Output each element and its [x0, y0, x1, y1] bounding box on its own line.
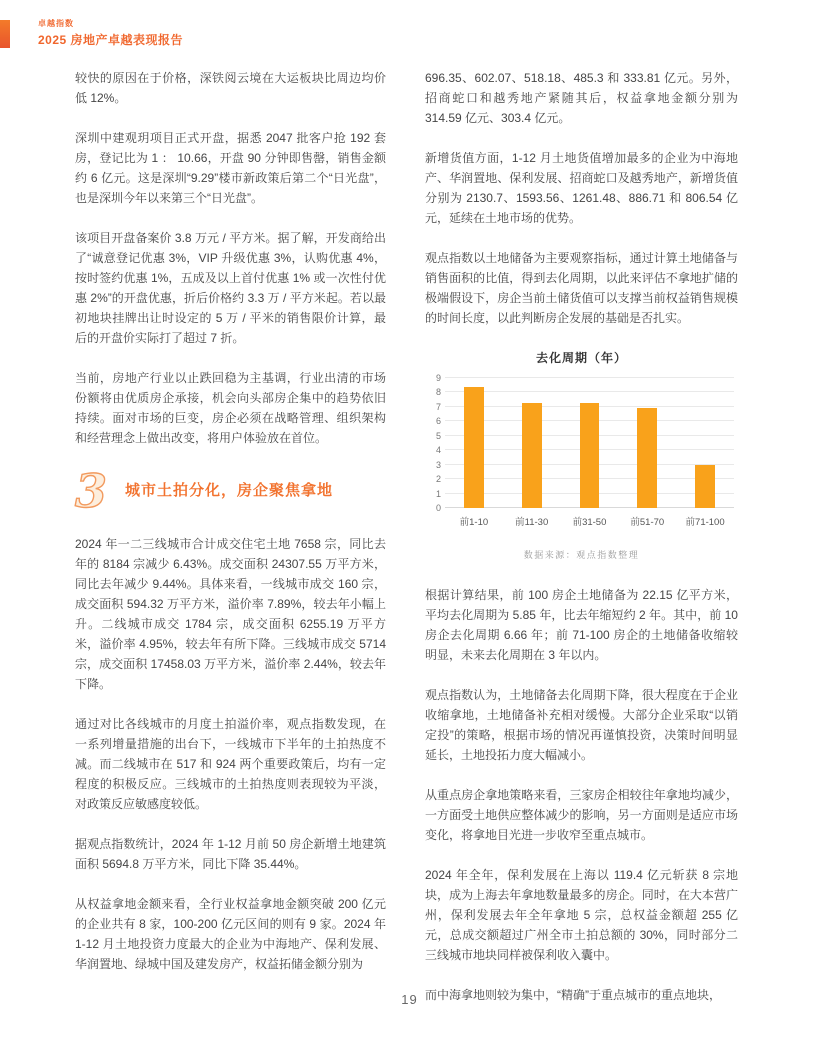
left-paragraphs-bottom — [75, 534, 386, 974]
section-title: 城市土拍分化，房企聚焦拿地 — [125, 482, 334, 499]
paragraph: 696.35、602.07、518.18、485.3 和 333.81 亿元。另外，招商蛇口和越秀地产紧随其后，权益拿地金额分别为 314.59 亿元、303.4 亿元。 — [425, 71, 738, 125]
chart-plot-area — [435, 373, 734, 513]
bar-cell — [561, 378, 619, 508]
x-axis-label: 前71-100 — [685, 517, 725, 528]
y-axis-tick: 8 — [435, 387, 441, 398]
chart-x-axis — [445, 513, 734, 533]
section-heading — [75, 464, 386, 518]
y-axis-tick: 5 — [435, 430, 441, 441]
x-axis-label: 前51-70 — [630, 517, 665, 528]
paragraph: 2024 年全年，保利发展在上海以 119.4 亿元斩获 8 宗地块，成为上海去年拿地数量最多的房企。同时，在大本营广州，保利发展去年全年拿地 5 宗，总权益金额超 255 亿元，总成交额超过广州全市土拍总额的 30%，同时部分二三线城市地块同样被保利收入囊中。 — [425, 868, 738, 962]
bar-cell — [445, 378, 503, 508]
right-paragraphs-after-chart — [425, 585, 738, 1005]
paragraph: 观点指数认为，土地储备去化周期下降，很大程度在于企业收缩拿地，土地储备补充相对缓慢。大部分企业采取“以销定投”的策略，根据市场的情况再谨慎投资，决策时间明显延长，土地投拓力度大幅减小。 — [425, 688, 738, 762]
report-title: 2025 房地产卓越表现报告 — [38, 33, 184, 47]
destocking-period-chart — [425, 348, 738, 565]
bar-cell — [503, 378, 561, 508]
paragraph: 观点指数以土地储备为主要观察指标，通过计算土地储备与销售面积的比值，得到去化周期，以此来评估不拿地扩储的极端假设下，房企当前土储货值可以支撑当前权益销售规模的时间长度，以此判断房企发展的基础是否扎实。 — [425, 251, 738, 325]
bar-cell — [676, 378, 734, 508]
paragraph: 通过对比各线城市的月度土拍溢价率，观点指数发现，在一系列增量措施的出台下，一线城市下半年的土拍热度不减。而二线城市在 517 和 924 两个重要政策后，均有一定程度的积极反应。三线城市的土拍热度则表现较为平淡，对政策反应敏感度较低。 — [75, 717, 386, 811]
paragraph: 深圳中建观玥项目正式开盘，据悉 2047 批客户抢 192 套房，登记比为 1 ： 10.66，开盘 90 分钟即售罄，销售金额约 6 亿元。这是深圳“9.29”楼市新政策后第二个“日光盘”，也是深圳今年以来第三个“日光盘”。 — [75, 131, 386, 205]
chart-title: 去化周期（年） — [535, 351, 627, 365]
y-axis-tick: 7 — [435, 401, 441, 412]
bar-前71-100 — [695, 465, 715, 508]
y-axis-tick: 0 — [435, 503, 441, 513]
section-number: 3 — [75, 464, 108, 518]
brand-block — [38, 18, 183, 48]
paragraph: 从权益拿地金额来看，全行业权益拿地金额突破 200 亿元的企业共有 8 家，100-200 亿元区间的则有 9 家。2024 年 1-12 月土地投资力度最大的企业为中海地产、保利发展、华润置地、绿城中国及建发房产，权益拓储金额分别为 — [75, 897, 386, 971]
left-column — [75, 68, 386, 994]
x-axis-label: 前11-30 — [515, 517, 549, 528]
y-axis-tick: 6 — [435, 416, 441, 427]
y-axis-tick: 1 — [435, 488, 441, 499]
y-axis-tick: 3 — [435, 459, 441, 470]
paragraph: 该项目开盘备案价 3.8 万元 / 平方米。据了解，开发商给出了“诚意登记优惠 3%，VIP 升级优惠 3%，认购优惠 4%，按时签约优惠 1%，五成及以上首付优惠 1% 或一次性付优惠 2%”的开盘优惠，折后价格约 3.3 万 / 平方米起。若以最初地块挂牌出让时设定的 5 万 / 平米的销售限价计算，最后的开盘价实际打了超过 7 折。 — [75, 231, 386, 345]
y-axis-tick: 9 — [435, 373, 441, 383]
x-axis-label: 前31-50 — [572, 517, 607, 528]
paragraph: 据观点指数统计，2024 年 1-12 月前 50 房企新增土地建筑面积 5694.8 万平方米，同比下降 35.44%。 — [75, 837, 386, 871]
paragraph: 2024 年一二三线城市合计成交住宅土地 7658 宗，同比去年的 8184 宗减少 6.43%。成交面积 24307.55 万平方米，同比去年减少 9.44%。具体来看，一线城市成交 160 宗，成交面积 594.32 万平方米，溢价率 7.89%，较去年小幅上升。二线城市成交 1784 宗，成交面积 6255.19 万平方米，溢价率 4.95%，较去年有所下降。三线城市成交 5714 宗，成交面积 17458.03 万平方米，溢价率 2.44%，较去年下降。 — [75, 537, 386, 691]
x-axis-label: 前1-10 — [459, 517, 489, 528]
y-axis-tick: 4 — [435, 445, 441, 456]
paragraph: 根据计算结果，前 100 房企土地储备为 22.15 亿平方米，平均去化周期为 5.85 年，比去年缩短约 2 年。其中，前 10 房企去化周期 6.66 年；前 71-100 房企的土地储备收缩较明显，未来去化周期在 3 年以内。 — [425, 588, 738, 662]
bar-前11-30 — [522, 403, 542, 508]
left-paragraphs-top — [75, 68, 386, 448]
brand-accent-bar — [0, 20, 10, 48]
bar-前31-50 — [580, 403, 600, 508]
paragraph: 从重点房企拿地策略来看，三家房企相较往年拿地均减少，一方面受土地供应整体减少的影响，另一方面则是适应市场变化，将拿地目光进一步收窄至重点城市。 — [425, 788, 738, 842]
y-axis-tick: 2 — [435, 474, 441, 485]
bar-前1-10 — [464, 387, 484, 508]
chart-source-note: 数据来源：观点指数整理 — [523, 550, 640, 560]
paragraph: 新增货值方面，1-12 月土地货值增加最多的企业为中海地产、华润置地、保利发展、招商蛇口及越秀地产，新增货值分别为 2130.7、1593.56、1261.48、886.71 和 806.54 亿元，延续在土地市场的优势。 — [425, 151, 738, 225]
right-column — [425, 68, 738, 1025]
paragraph: 较快的原因在于价格，深铁阅云境在大运板块比周边均价低 12%。 — [75, 71, 386, 105]
right-paragraphs-before-chart — [425, 68, 738, 328]
brand-small-label: 卓越指数 — [38, 19, 74, 28]
paragraph: 当前，房地产行业以止跌回稳为主基调，行业出清的市场份额将由优质房企承接，机会向头部房企集中的趋势依旧持续。面对市场的巨变，房企必须在战略管理、组织架构和经营理念上做出改变，将用户体验放在首位。 — [75, 371, 386, 445]
bar-前51-70 — [637, 408, 657, 508]
bars-group — [445, 378, 734, 508]
page-number: 19 — [401, 992, 418, 1007]
paragraph: 而中海拿地则较为集中，“精确”于重点城市的重点地块， — [425, 988, 721, 1002]
bar-cell — [618, 378, 676, 508]
